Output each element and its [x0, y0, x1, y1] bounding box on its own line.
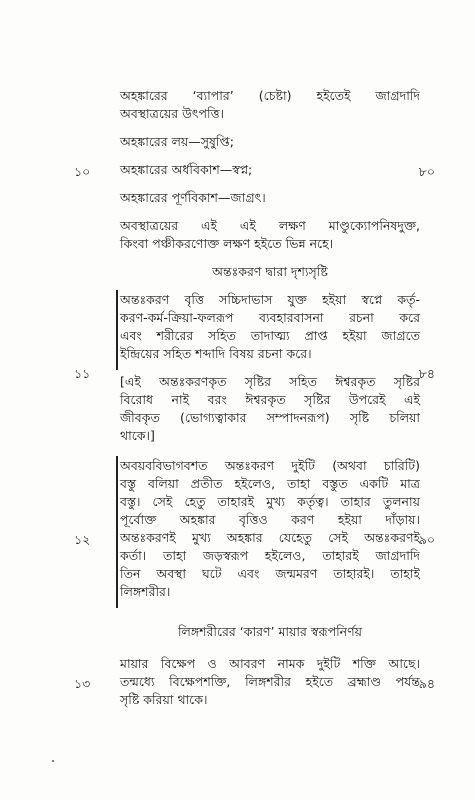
text-line: অন্তঃকরণই মুখ্য অহঙ্কার যেহেতু সেই অন্তঃকরণই: [120, 530, 420, 545]
text-line: অবস্থাত্রয়ের এই এই লক্ষণ মাণ্ডুক্যোপনিষদুক্ত,: [120, 218, 420, 233]
line-number-right: ৯০: [418, 532, 435, 547]
verse-number-left: ১১: [74, 366, 91, 381]
margin-bar: [116, 290, 118, 370]
text-line: মায়ার বিক্ষেপ ও আবরণ নামক দুইটি শক্তি আছে।: [120, 656, 420, 671]
text-line: কিংবা পঞ্চীকরণোক্ত লক্ষণ হইতে ভিন্ন নহে।: [120, 236, 334, 251]
text-line: অবস্থাত্রয়ের উৎপত্তি।: [120, 106, 224, 121]
text-line: পূর্বোক্ত অহঙ্কার বৃত্তিও করণ হইয়া দাঁড়ায়।: [120, 512, 420, 527]
text-line: থাকে।]: [120, 428, 155, 443]
text-line: সৃষ্টি করিয়া থাকে।: [120, 692, 208, 707]
section-heading: অন্তঃকরণ দ্বারা দৃশ্যসৃষ্টি: [212, 264, 328, 279]
text-line: বস্তু বলিয়া প্রতীত হইলেও, তাহা বস্তুত একটি মাত্র: [120, 476, 420, 491]
line-number-right: ৮০: [418, 164, 435, 179]
text-line: অহঙ্কারের অর্ধবিকাশ—স্বপ্ন;: [120, 162, 253, 177]
text-line: এবং শরীরের সহিত তাদাত্ম্য প্রাপ্ত হইয়া জাগ্রতে: [120, 328, 420, 343]
text-line: অহঙ্কারের ‘ব্যাপার’ (চেষ্টা) হইতেই জাগ্রদাদি: [120, 88, 420, 103]
verse-number-left: ১২: [74, 532, 91, 547]
text-line: অহঙ্কারের লয়—সুষুপ্তি;: [120, 134, 234, 149]
text-line: বস্তু। সেই হেতু তাহারই মুখ্য কর্তৃত্ব। তাহার তুলনায়: [120, 494, 420, 509]
text-line: করণ-কর্ম-ক্রিয়া-ফলরূপ ব্যবহারবাসনা রচনা করে: [120, 310, 420, 325]
verse-number-left: ১৩: [74, 676, 91, 691]
text-line: অহঙ্কারের পূর্ণবিকাশ—জাগ্রৎ।: [120, 190, 266, 205]
text-line: জীবকৃত (ভোগ্যত্বাকার সম্পাদনরূপ) সৃষ্টি চলিয়া: [120, 410, 420, 425]
section-heading: লিঙ্গশরীরের ‘কারণ’ মায়ার স্বরূপনির্ণয়: [177, 624, 363, 639]
text-line: কর্তা। তাহা জড়স্বরূপ হইলেও, তাহারই জাগ্রদাদি: [120, 548, 420, 563]
text-line: অন্তঃকরণ বৃত্তি সচ্চিদাভাস যুক্ত হইয়া স্বপ্নে কর্তৃ-: [120, 292, 420, 307]
verse-number-left: ১০: [74, 164, 91, 179]
text-line: তন্মধ্যে বিক্ষেপশক্তি, লিঙ্গশরীর হইতে ব্রহ্মাণ্ড পর্যন্ত: [120, 674, 420, 689]
text-line: ইন্দ্রিয়ের সহিত শব্দাদি বিষয় রচনা করে।: [120, 346, 312, 361]
text-line: বিরোধ নাই বরং ঈশ্বরকৃত সৃষ্টির উপরেই এই: [120, 392, 420, 407]
text-line: [এই অন্তঃকরণকৃত সৃষ্টির সহিত ঈশ্বরকৃত সৃষ্টির: [120, 374, 420, 389]
text-line: লিঙ্গশরীর।: [120, 584, 171, 599]
text-line: অবয়ববিভাগবশত অন্তঃকরণ দুইটি (অথবা চারিটি): [120, 458, 420, 473]
line-number-right: ৯৪: [418, 676, 435, 691]
margin-bar: [116, 456, 118, 608]
text-line: তিন অবস্থা ঘটে এবং জন্মমরণ তাহারই। তাহাই: [120, 566, 420, 581]
line-number-right: ৮৪: [418, 366, 435, 381]
ink-speck: [52, 760, 54, 762]
